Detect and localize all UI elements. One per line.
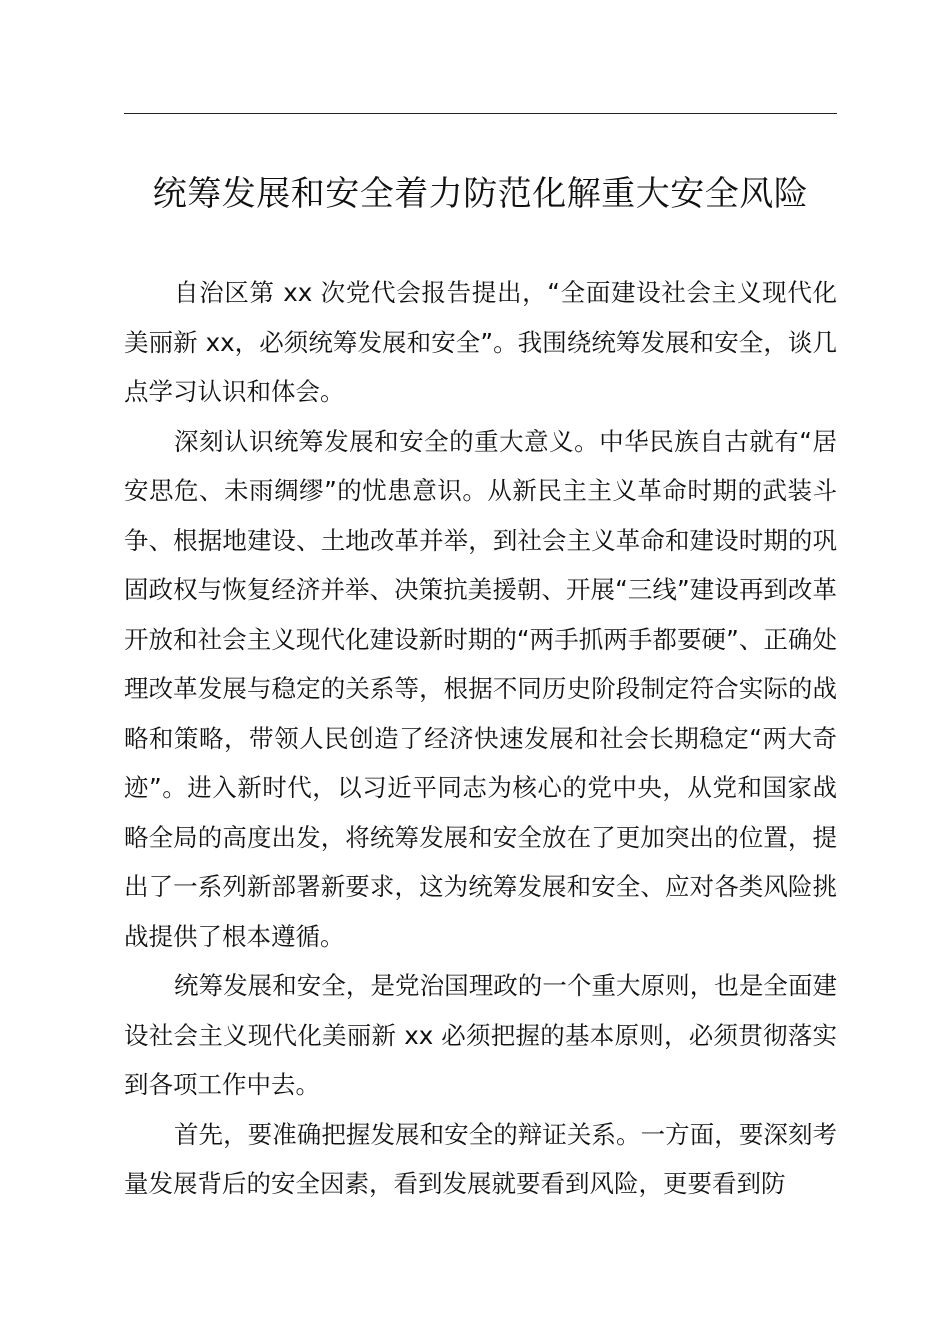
document-body [124, 268, 837, 1209]
paragraph-intro: 自治区第 xx 次党代会报告提出，“全面建设社会主义现代化美丽新 xx，必须统筹发展和安全”。我围绕统筹发展和安全，谈几点学习认识和体会。 [124, 278, 837, 406]
paragraph-significance: 深刻认识统筹发展和安全的重大意义。中华民族自古就有“居安思危、未雨绸缪”的忧患意识。从新民主主义革命时期的武装斗争、根据地建设、土地改革并举，到社会主义革命和建设时期的巩固政权与恢复经济并举、决策抗美援朝、开展“三线”建设再到改革开放和社会主义现代化建设新时期的“两手抓两手都要硬”、正确处理改革发展与稳定的关系等，根据不同历史阶段制定符合实际的战略和策略，带领人民创造了经济快速发展和社会长期稳定“两大奇迹”。进入新时代，以习近平同志为核心的党中央，从党和国家战略全局的高度出发，将统筹发展和安全放在了更加突出的位置，提出了一系列新部署新要求，这为统筹发展和安全、应对各类风险挑战提供了根本遵循。 [124, 426, 837, 951]
document-title: 统筹发展和安全着力防范化解重大安全风险 [152, 174, 809, 214]
header-rule [124, 113, 837, 114]
paragraph-first-point: 首先，要准确把握发展和安全的辩证关系。一方面，要深刻考量发展背后的安全因素，看到发展就要看到风险，更要看到防 [124, 1119, 837, 1198]
paragraph-principle: 统筹发展和安全，是党治国理政的一个重大原则，也是全面建设社会主义现代化美丽新 xx 必须把握的基本原则，必须贯彻落实到各项工作中去。 [124, 971, 837, 1099]
